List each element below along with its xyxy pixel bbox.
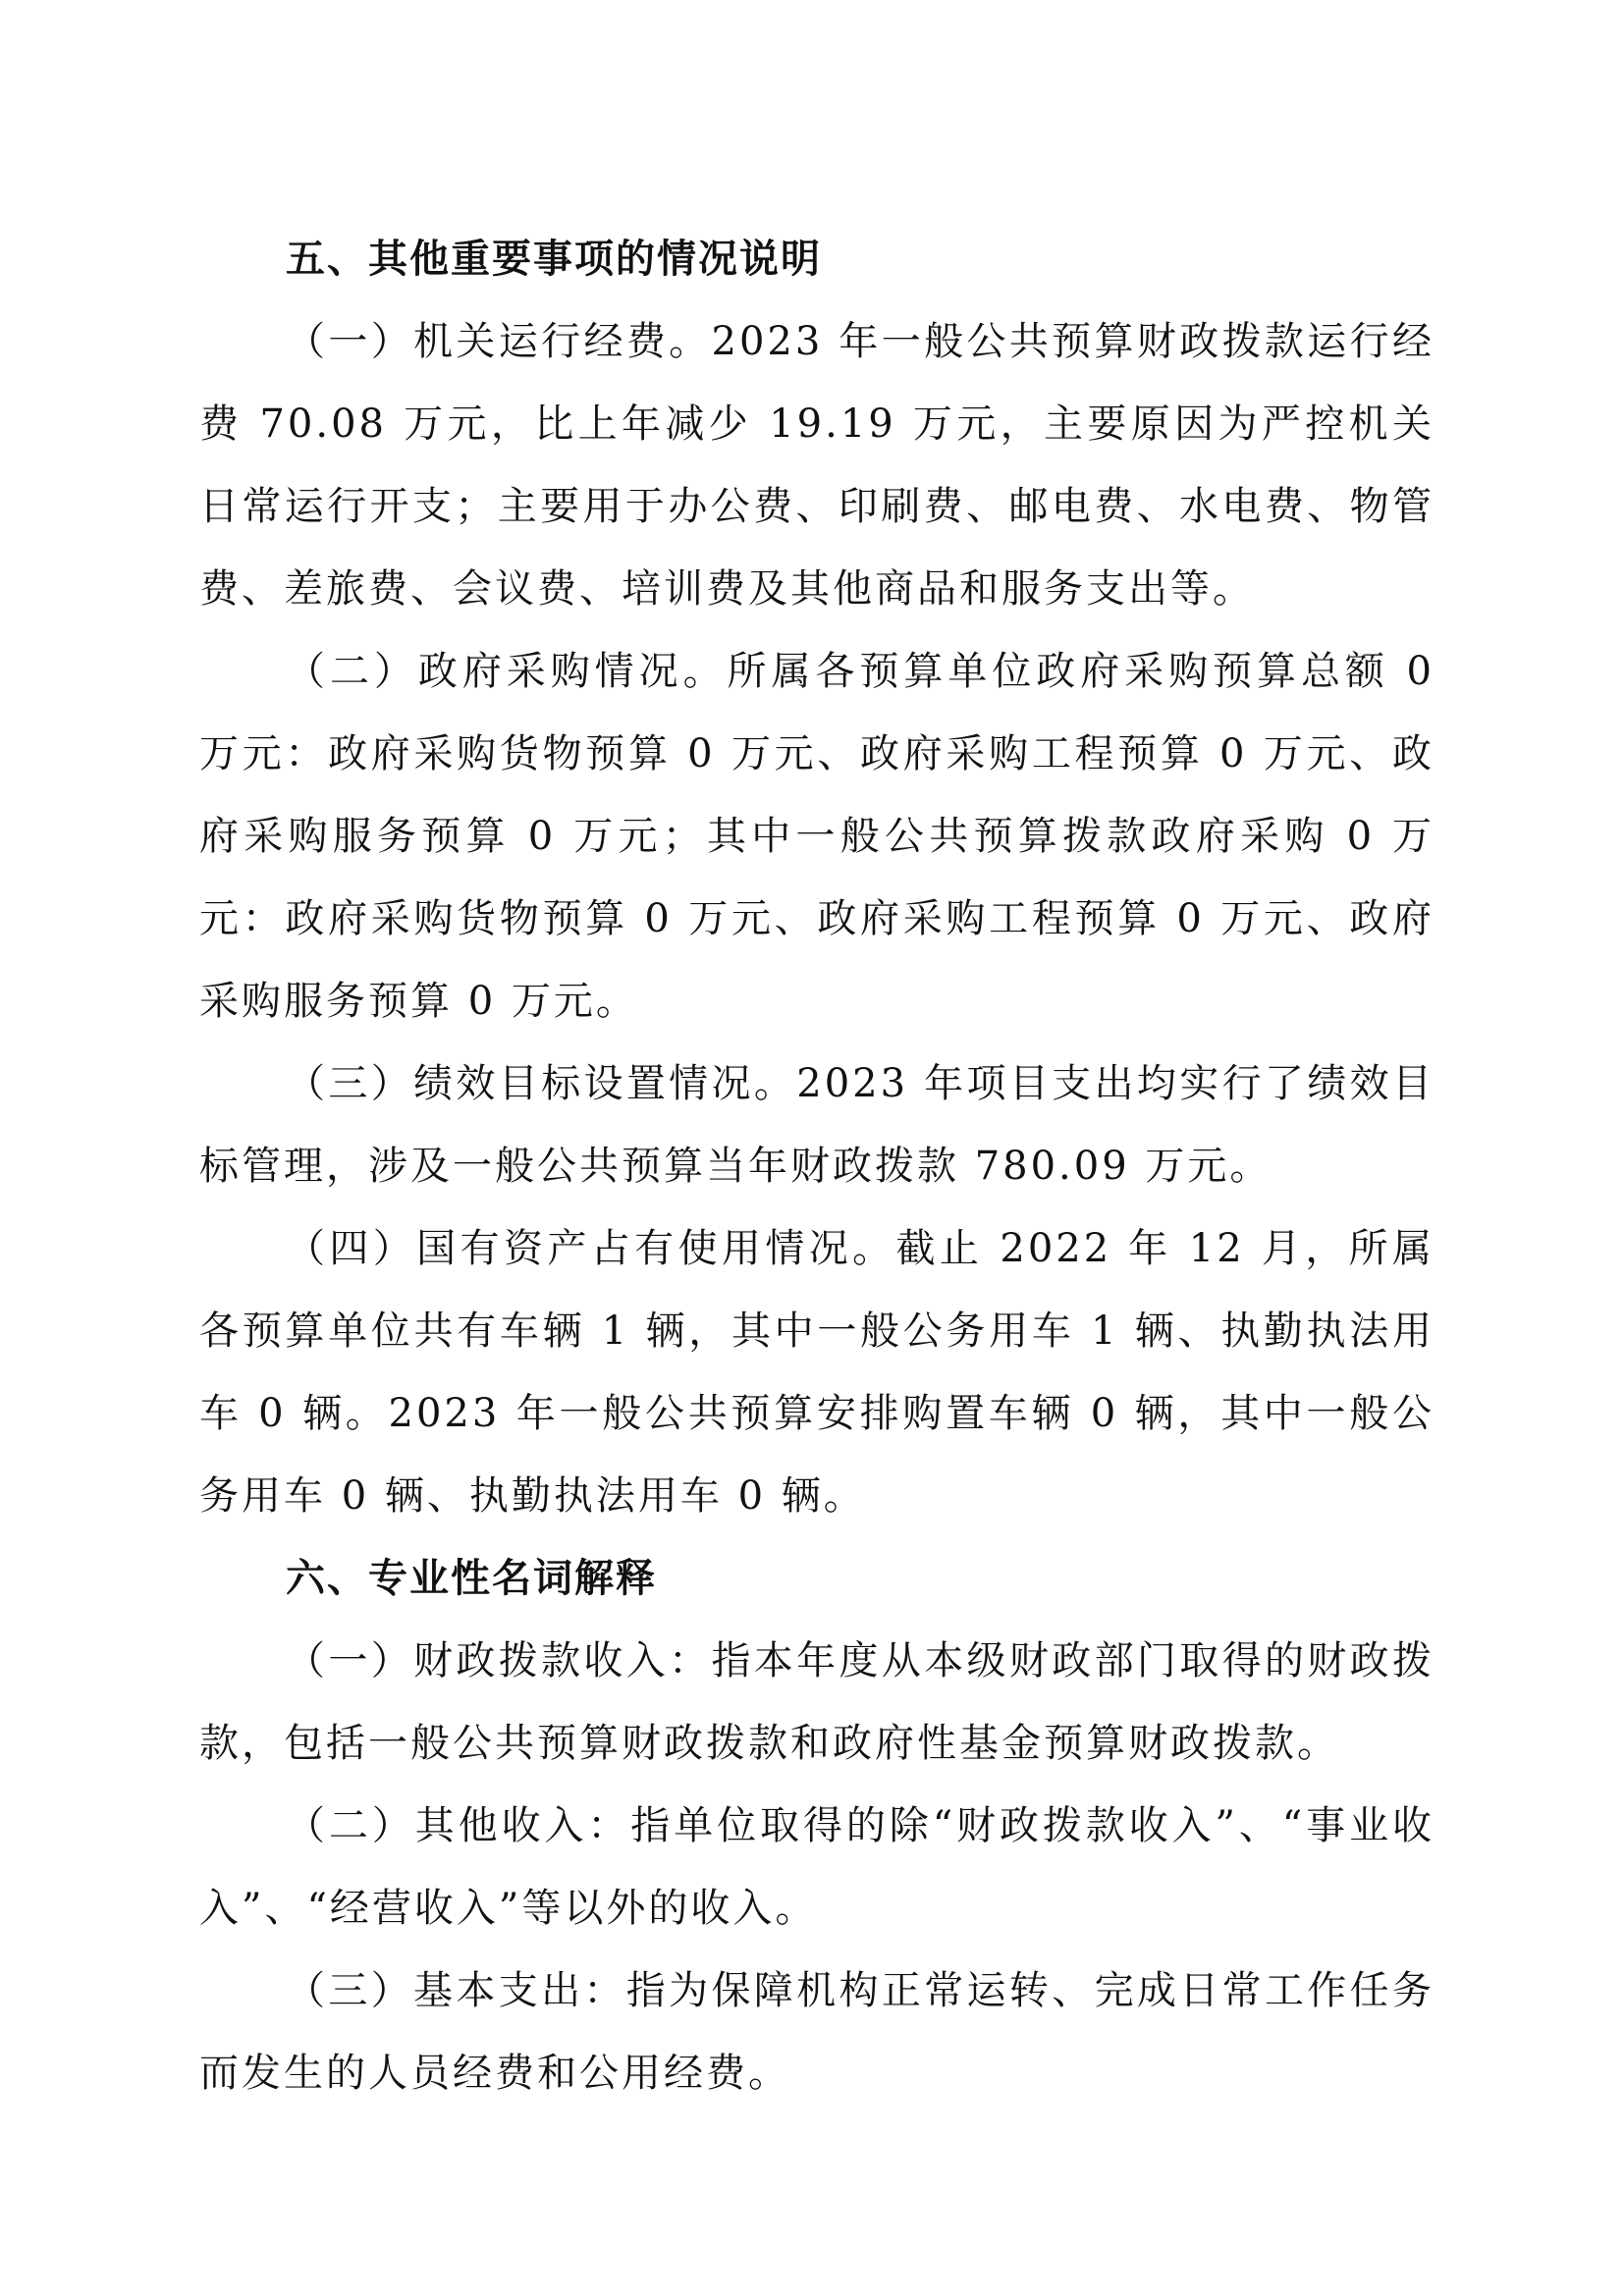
paragraph-government-procurement: （二）政府采购情况。所属各预算单位政府采购预算总额 0 万元：政府采购货物预算 0 万元、政府采购工程预算 0 万元、政府采购服务预算 0 万元；其中一般公共预算拨款政府采购 0 万元：政府采购货物预算 0 万元、政府采购工程预算 0 万元、政府采购服务预算 0 万元。 — [199, 649, 1435, 1024]
paragraph-state-assets: （四）国有资产占有使用情况。截止 2022 年 12 月，所属各预算单位共有车辆 1 辆，其中一般公务用车 1 辆、执勤执法用车 0 辆。2023 年一般公共预算安排购置车辆 0 辆，其中一般公务用车 0 辆、执勤执法用车 0 辆。 — [199, 1226, 1435, 1519]
paragraph-other-income: （二）其他收入：指单位取得的除“财政拨款收入”、“事业收入”、“经营收入”等以外的收入。 — [199, 1803, 1435, 1931]
paragraph-performance-targets: （三）绩效目标设置情况。2023 年项目支出均实行了绩效目标管理，涉及一般公共预算当年财政拨款 780.09 万元。 — [199, 1061, 1435, 1189]
document-body — [199, 218, 1435, 2114]
section-heading-terminology: 六、专业性名词解释 — [286, 1556, 657, 1601]
section-heading-other-matters: 五、其他重要事项的情况说明 — [286, 237, 822, 282]
paragraph-operating-expenses: （一）机关运行经费。2023 年一般公共预算财政拨款运行经费 70.08 万元，比上年减少 19.19 万元，主要原因为严控机关日常运行开支；主要用于办公费、印刷费、邮电费、水电费、物管费、差旅费、会议费、培训费及其他商品和服务支出等。 — [199, 319, 1435, 612]
paragraph-basic-expenditure: （三）基本支出：指为保障机构正常运转、完成日常工作任务而发生的人员经费和公用经费。 — [199, 1968, 1435, 2096]
paragraph-fiscal-appropriation-income: （一）财政拨款收入：指本年度从本级财政部门取得的财政拨款，包括一般公共预算财政拨款和政府性基金预算财政拨款。 — [199, 1638, 1435, 1766]
